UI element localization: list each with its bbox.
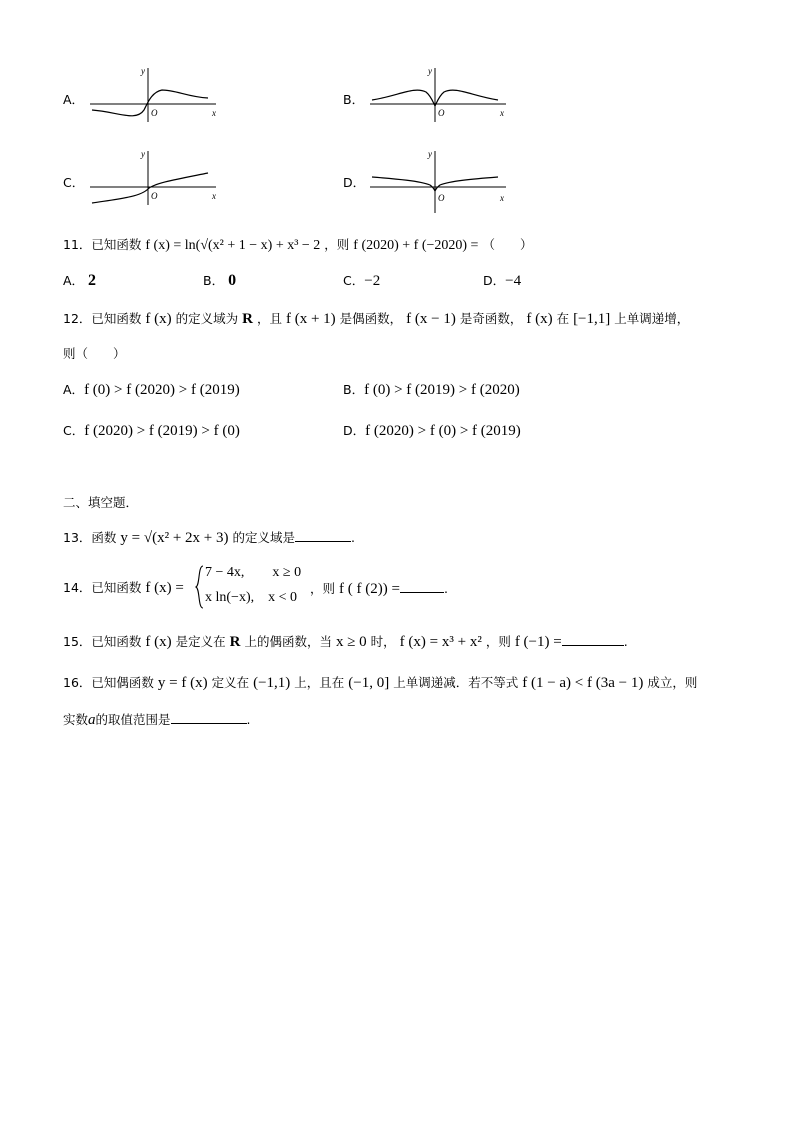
- graph-c-y-label: y: [141, 149, 145, 159]
- question-15: 15．已知函数 f (x) 是定义在 R 上的偶函数，当 x ≥ 0 时， f (x) = x³ + x² ，则 f (−1) = .: [63, 634, 628, 650]
- q14-case-1: 7 − 4x, x ≥ 0: [205, 565, 302, 580]
- q11-mid: ，则: [324, 237, 350, 252]
- q11-option-b-value: 0: [228, 272, 237, 289]
- q12-option-d: D．f (2020) > f (0) > f (2019): [343, 423, 521, 439]
- graph-d-y-label: y: [428, 149, 432, 159]
- q14-brace: [195, 565, 205, 609]
- q14-blank: [400, 580, 444, 593]
- q15-blank: [562, 633, 624, 646]
- graph-a-y-label: y: [141, 66, 145, 76]
- q11-option-c: C．−2: [343, 273, 381, 289]
- question-13: 13．函数 y = √(x² + 2x + 3) 的定义域是 .: [63, 530, 355, 546]
- graph-b-x-label: x: [500, 108, 504, 118]
- q11-paren: （ ）: [482, 237, 533, 252]
- q11-option-d-value: −4: [505, 273, 522, 289]
- option-b-label: B．: [343, 92, 365, 107]
- graph-a: [88, 62, 220, 124]
- graph-b-y-label: y: [428, 66, 432, 76]
- question-16-line2: 实数a的取值范围是 .: [63, 712, 251, 728]
- question-14-lead: 14．已知函数 f (x) =: [63, 580, 184, 596]
- q12-option-c: C．f (2020) > f (2019) > f (0): [63, 423, 240, 439]
- q13-expression: y = √(x² + 2x + 3): [120, 530, 229, 546]
- q14-case-2: x ln(−x), x < 0: [205, 590, 298, 605]
- q11-number: 11．已知函数: [63, 237, 142, 252]
- q11-expression: f (2020) + f (−2020) =: [353, 238, 479, 253]
- question-12: 12．已知函数 f (x) 的定义域为 R ，且 f (x + 1) 是偶函数， f (x − 1) 是奇函数， f (x) 在 [−1,1] 上单调递增，: [63, 311, 690, 327]
- q12-option-b: B．f (0) > f (2019) > f (2020): [343, 382, 520, 398]
- graph-c: [88, 145, 220, 207]
- graph-c-x-label: x: [212, 191, 216, 201]
- graph-c-origin: O: [151, 191, 158, 201]
- q11-option-c-value: −2: [364, 273, 381, 289]
- q13-blank: [295, 529, 351, 542]
- graph-d-origin: O: [438, 193, 445, 203]
- q11-option-a: A． 2: [63, 272, 97, 289]
- option-c-label: C．: [63, 175, 85, 190]
- q11-option-d: D．−4: [483, 273, 522, 289]
- graph-b: [368, 62, 510, 124]
- graph-d: [368, 145, 510, 215]
- q12-option-a: A．f (0) > f (2020) > f (2019): [63, 382, 240, 398]
- graph-d-x-label: x: [500, 193, 504, 203]
- option-d-label: D．: [343, 175, 366, 190]
- option-a-label: A．: [63, 92, 85, 107]
- question-16: 16．已知偶函数 y = f (x) 定义在 (−1,1) 上，且在 (−1, 0] 上单调递减．若不等式 f (1 − a) < f (3a − 1) 成立，则: [63, 675, 698, 691]
- question-11: [63, 237, 532, 254]
- graph-a-origin: O: [151, 108, 158, 118]
- q12-real-set: R: [242, 311, 253, 327]
- q11-option-b: B． 0: [203, 272, 237, 289]
- question-14-tail: ，则 f ( f (2)) = .: [310, 581, 448, 597]
- graph-b-origin: O: [438, 108, 445, 118]
- q16-blank: [171, 711, 247, 724]
- q11-function: f (x) = ln(√(x² + 1 − x) + x³ − 2: [145, 238, 321, 253]
- q12-line2: 则（ ）: [63, 346, 126, 361]
- q11-option-a-value: 2: [88, 272, 97, 289]
- graph-a-x-label: x: [212, 108, 216, 118]
- section-2-heading: 二、填空题．: [63, 495, 139, 510]
